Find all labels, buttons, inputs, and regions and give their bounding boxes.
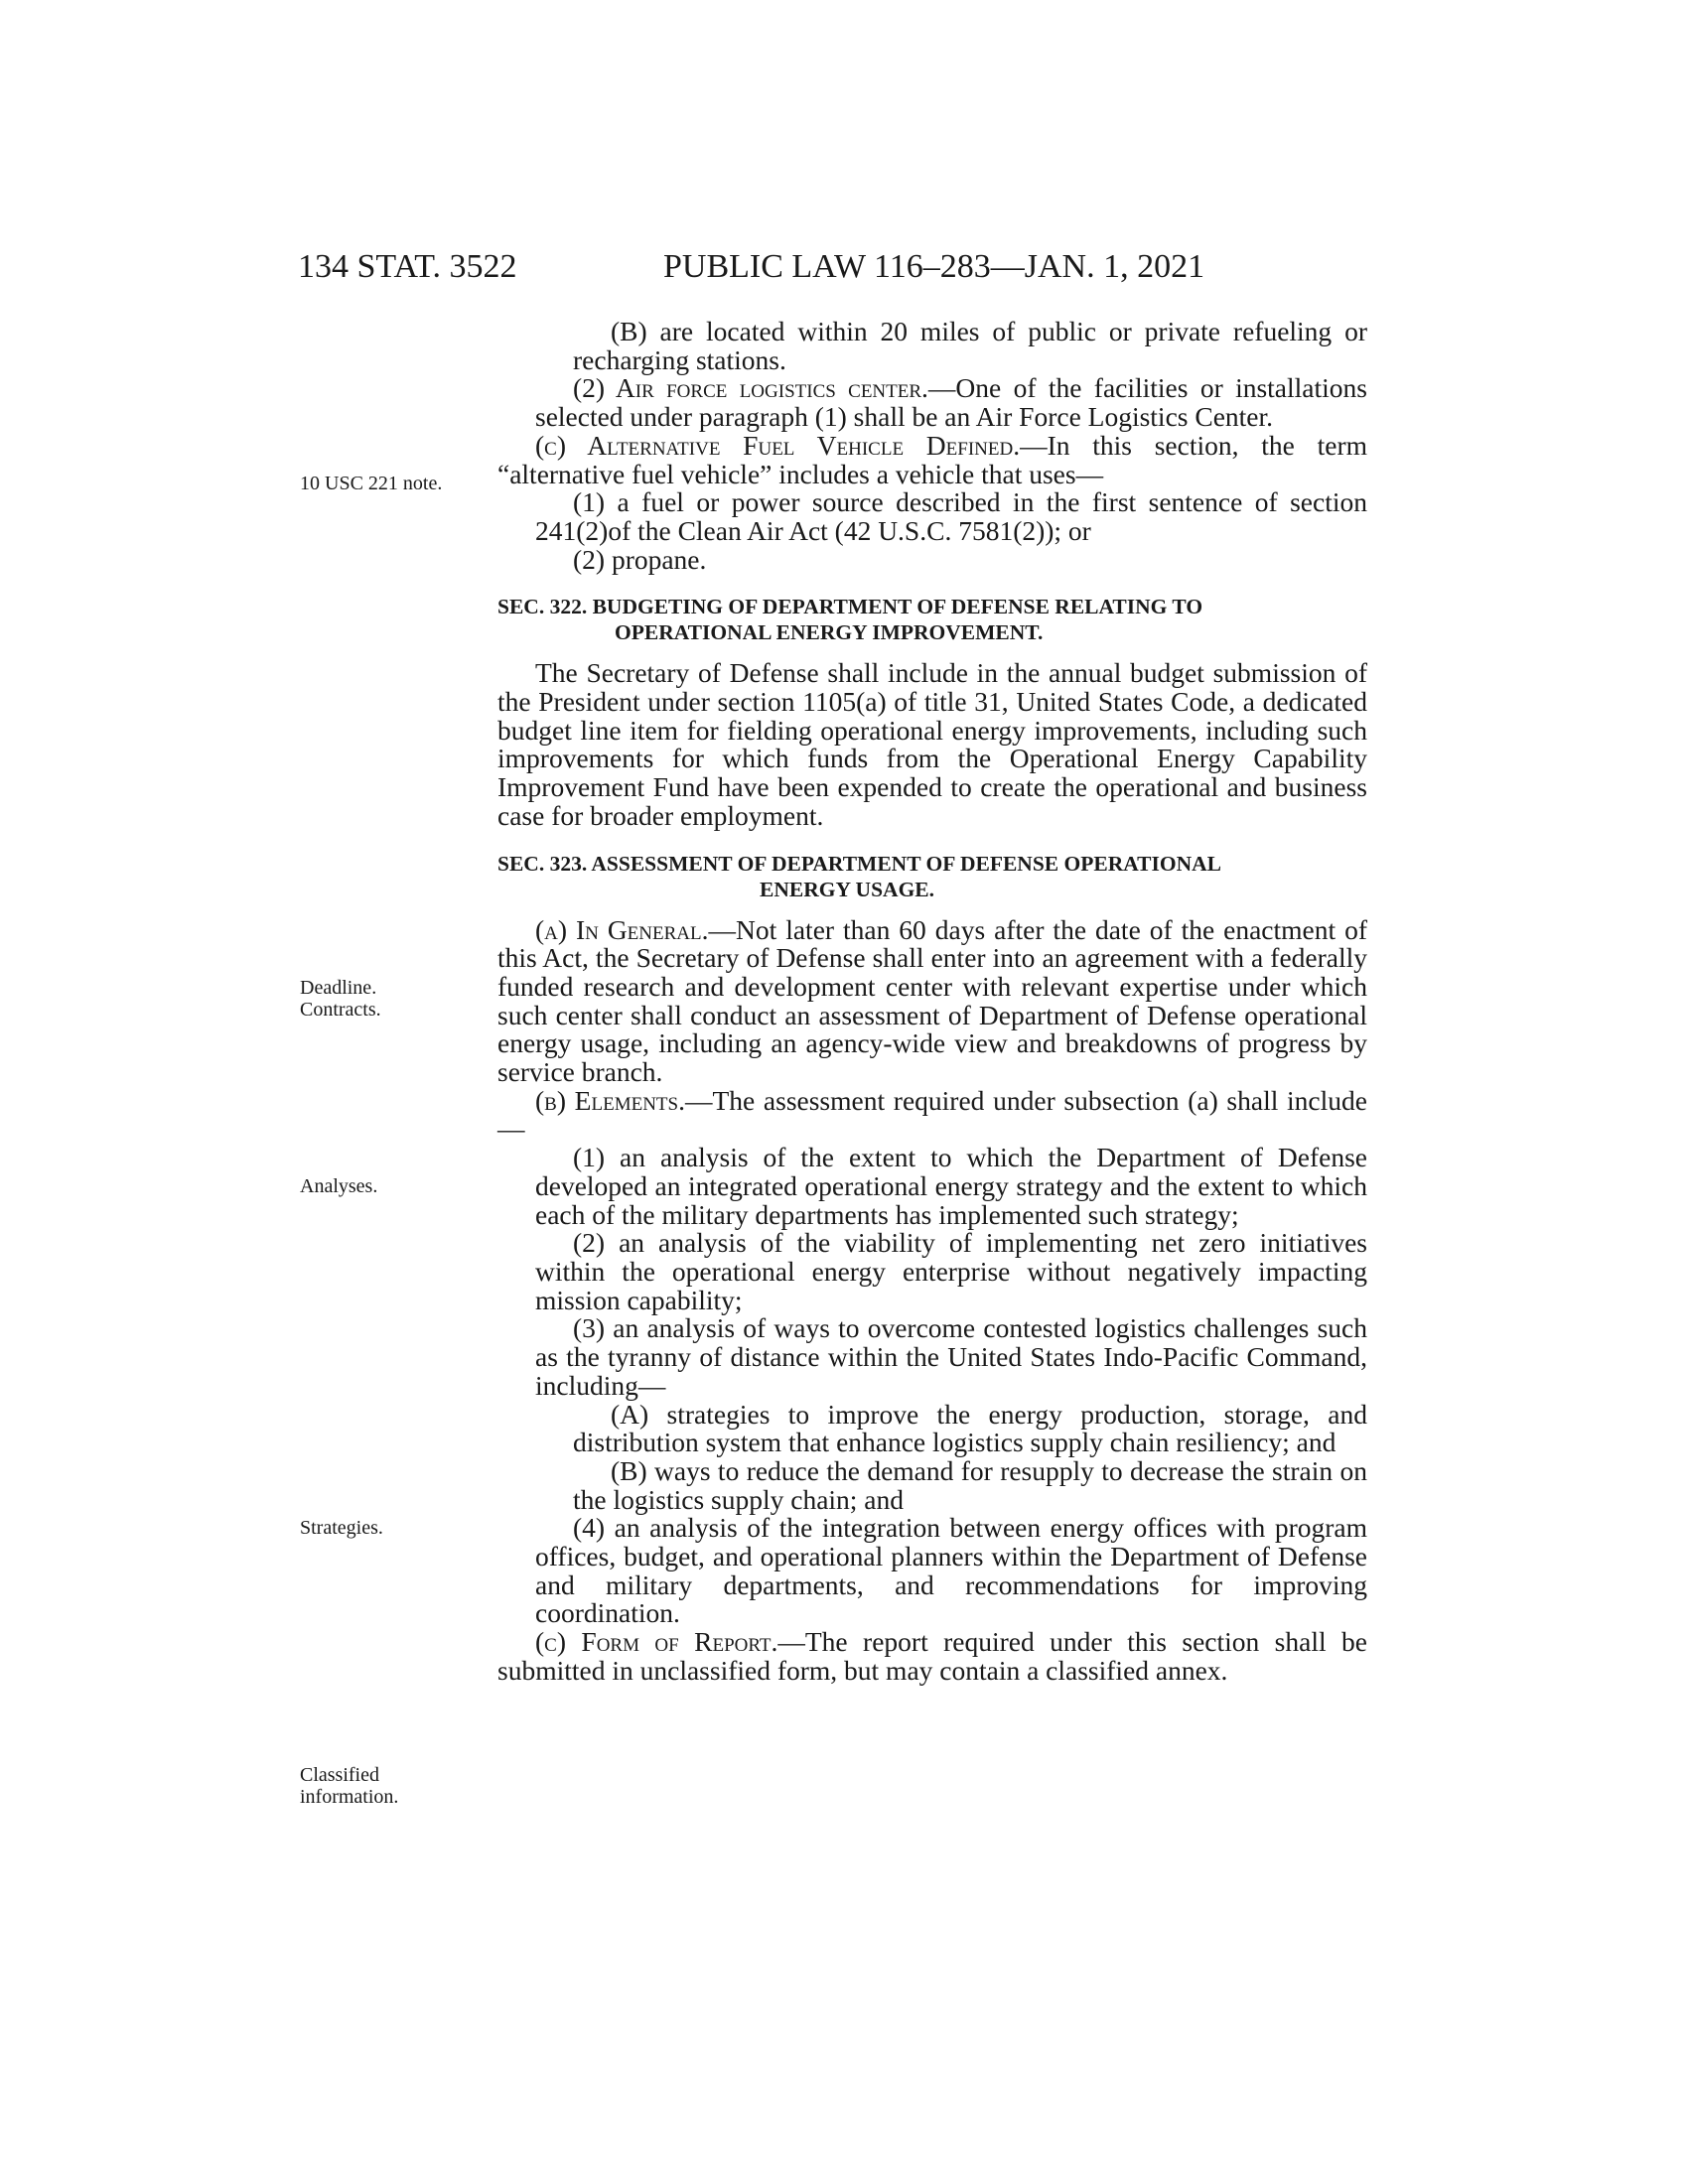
public-law-title: PUBLIC LAW 116–283—JAN. 1, 2021: [663, 248, 1205, 285]
paragraph-a-body: —Not later than 60 days after the date of the enactment of this Act, the Secretary of Defense shall enter into an agreement with a federally funded research and development center with relevant expertise under which such center shall conduct an assessment of Department of Defense operational energy usage, including an agency-wide view and breakdowns of progress by service branch.: [497, 913, 1367, 1088]
section-323-title-line-1: SEC. 323. ASSESSMENT OF DEPARTMENT OF DEFENSE OPERATIONAL: [497, 851, 1221, 876]
paragraph-c-report: [497, 1628, 1367, 1685]
paragraph-c-body: —In this section, the term “alternative fuel vehicle” includes a vehicle that uses—: [497, 429, 1367, 489]
document-body: [497, 318, 1367, 1686]
section-322-body: The Secretary of Defense shall include in the annual budget submission of the President under section 1105(a) of title 31, United States Code, a dedicated budget line item for fielding operational energy improvements, including such improvements for which funds from the Operational Energy Capability Improvement Fund have been expended to create the operational and business case for broader employment.: [497, 657, 1367, 831]
paragraph-c-1: (1) a fuel or power source described in the first sentence of section 241(2)of the Clean Air Act (42 U.S.C. 7581(2)); or: [535, 486, 1367, 546]
paragraph-b: [497, 1084, 1367, 1145]
paragraph-a: [497, 913, 1367, 1088]
paragraph-c-2: (2) propane.: [573, 543, 707, 575]
paragraph-c: [497, 429, 1367, 489]
paragraph-b-2-heading: (2) Air force logistics center.: [573, 372, 928, 404]
paragraph-b-heading: (b) Elements.: [535, 1084, 685, 1116]
margin-note-usc: 10 USC 221 note.: [300, 473, 443, 494]
margin-note-contracts: Contracts.: [300, 999, 381, 1021]
section-322-title-line-1: SEC. 322. BUDGETING OF DEPARTMENT OF DEFENSE RELATING TO: [497, 595, 1203, 619]
paragraph-b-2-body: —One of the facilities or installations selected under paragraph (1) shall be an Air Force Logistics Center.: [535, 372, 1367, 433]
paragraph-b-2: [497, 374, 1367, 431]
paragraph-b-4: (4) an analysis of the integration between energy offices with program offices, budget, and operational planners within the Department of Defense and military departments, and recommendations for improving coordination.: [535, 1512, 1367, 1629]
paragraph-b-3-B: (B) ways to reduce the demand for resupply to decrease the strain on the logistics supply chain; and: [573, 1454, 1367, 1515]
paragraph-c-report-body: —The report required under this section shall be submitted in unclassified form, but may contain a classified annex.: [497, 1626, 1367, 1686]
page-header: [298, 248, 1370, 298]
paragraph-c-heading: (c) Alternative Fuel Vehicle Defined.: [535, 429, 1021, 461]
section-322-title-line-2: OPERATIONAL ENERGY IMPROVEMENT.: [615, 620, 1044, 645]
statute-page-number: 134 STAT. 3522: [298, 248, 517, 285]
paragraph-b-B: (B) are located within 20 miles of public or private refueling or recharging stations.: [573, 316, 1367, 375]
margin-note-deadline: Deadline.: [300, 977, 377, 999]
paragraph-a-heading: (a) In General.: [535, 913, 709, 945]
paragraph-b-2-analysis: (2) an analysis of the viability of implementing net zero initiatives within the operational energy enterprise without negatively impacting mission capability;: [535, 1227, 1367, 1315]
margin-note-strategies: Strategies.: [300, 1517, 383, 1539]
paragraph-b-1: (1) an analysis of the extent to which the Department of Defense developed an integrated operational energy strategy and the extent to which each of the military departments has implemented such strategy;: [535, 1142, 1367, 1230]
paragraph-b-3-A: (A) strategies to improve the energy production, storage, and distribution system that enhance logistics supply chain resiliency; and: [573, 1398, 1367, 1458]
paragraph-b-3: (3) an analysis of ways to overcome contested logistics challenges such as the tyranny of distance within the United States Indo-Pacific Command, including—: [535, 1312, 1367, 1401]
paragraph-c-report-heading: (c) Form of Report.: [535, 1626, 778, 1658]
section-323-heading: [497, 851, 1367, 902]
margin-note-classified-2: information.: [300, 1786, 399, 1808]
paragraph-b-body: —The assessment required under subsection (a) shall include—: [497, 1084, 1367, 1145]
section-322-heading: [497, 594, 1367, 645]
section-323-title-line-2: ENERGY USAGE.: [760, 877, 935, 901]
margin-note-classified-1: Classified: [300, 1764, 379, 1786]
margin-note-analyses: Analyses.: [300, 1175, 378, 1197]
